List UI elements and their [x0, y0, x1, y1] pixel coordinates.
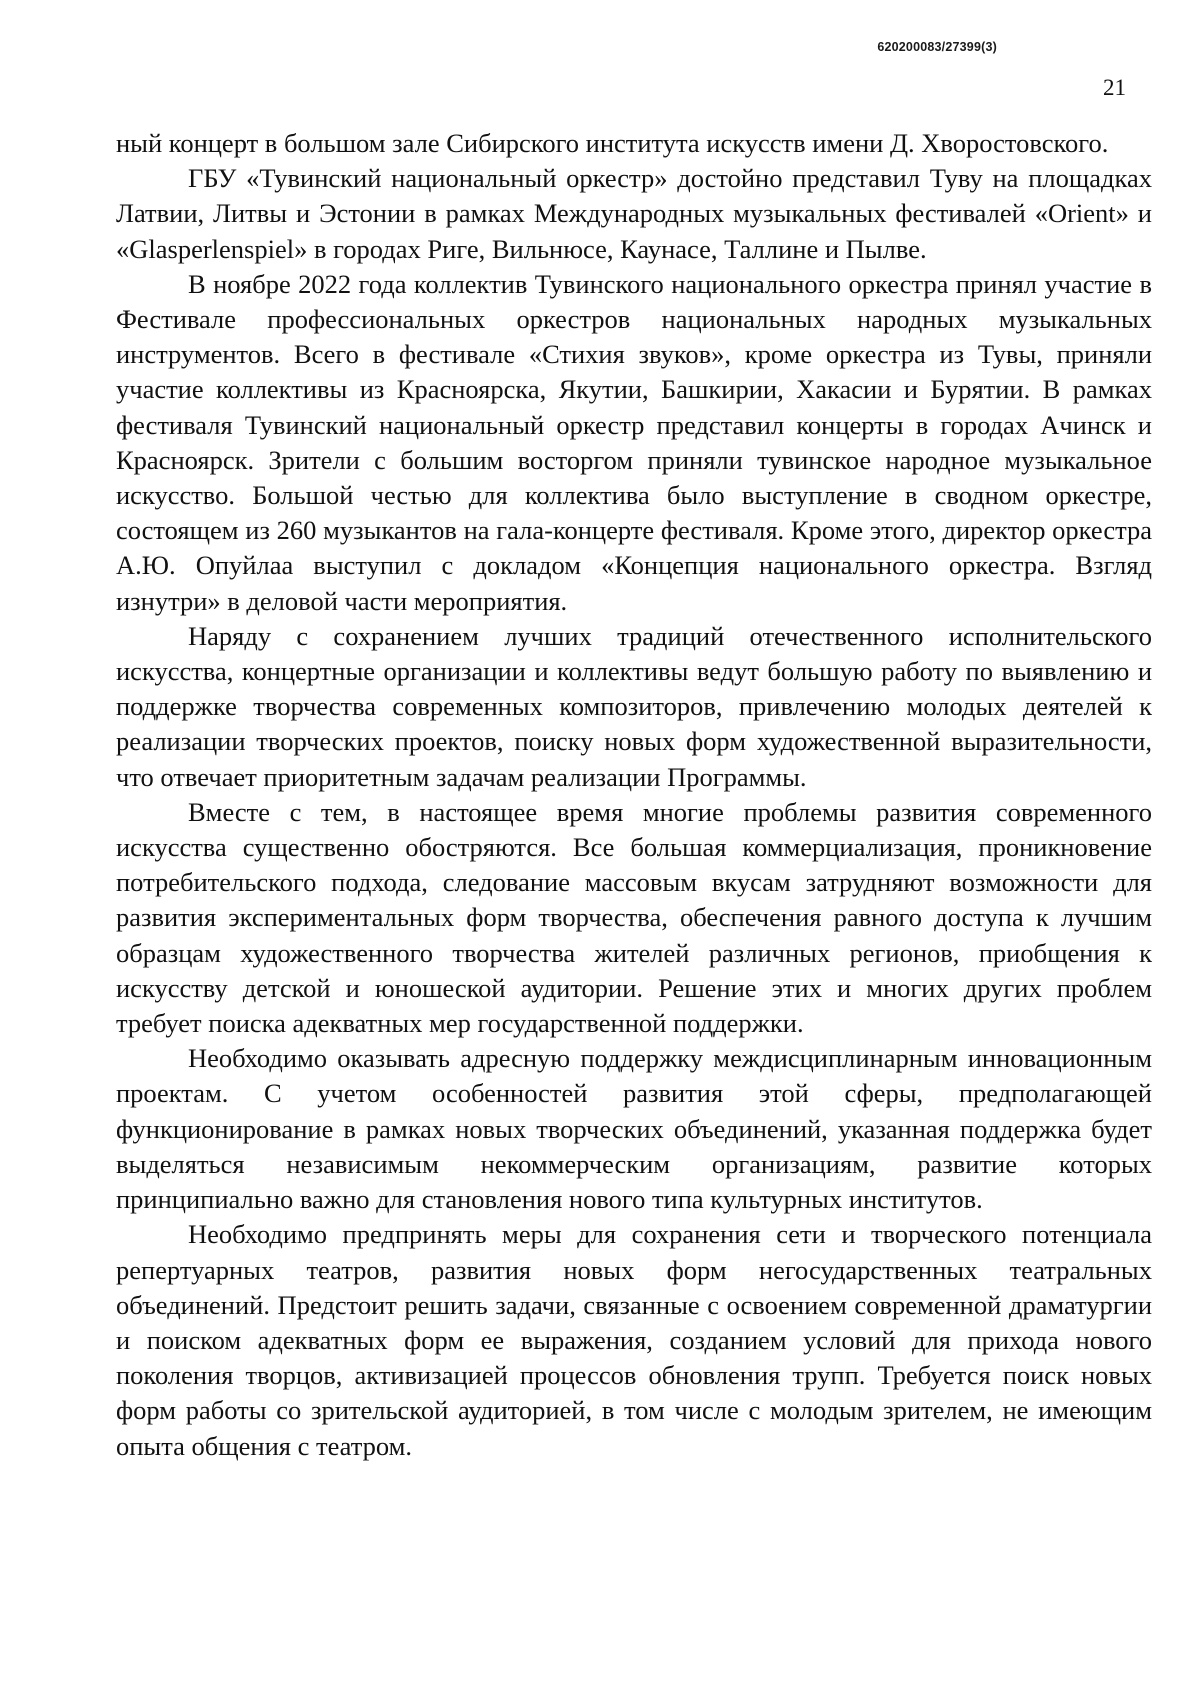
page-number: 21	[1103, 75, 1126, 100]
paragraph-support-projects: Необходимо оказывать адресную поддержку междисциплинарным инновационным проектам. С учетом особенностей развития этой сферы, предполагающей функционирование в рамках новых творческих объединений, указанная поддержка будет выделяться независимым некоммерческим организациям, развитие которых принципиально важно для становления нового типа культурных институтов.	[116, 1043, 1152, 1215]
paragraph-traditions: Наряду с сохранением лучших традиций отечественного исполнительского искусства, концертные организации и коллективы ведут большую работу по выявлению и поддержке творчества современных композиторов, привлечению молодых деятелей к реализации творческих проектов, поиску новых форм художественной выразительности, что отвечает приоритетным задачам реализации Программы.	[116, 620, 1152, 792]
paragraph-continuation: ный концерт в большом зале Сибирского института искусств имени Д. Хворостовского.	[116, 128, 1109, 158]
paragraph-problems: Вместе с тем, в настоящее время многие проблемы развития современного искусства существенно обостряются. Все большая коммерциализация, проникновение потребительского подхода, следование массовым вкусам затрудняют возможности для развития экспериментальных форм творчества, обеспечения равного доступа к лучшим образцам художественного творчества жителей различных регионов, приобщения к искусству детской и юношеской аудитории. Решение этих и многих других проблем требует поиска адекватных мер государственной поддержки.	[116, 796, 1152, 1039]
paragraph-orchestra-baltic-tour: ГБУ «Тувинский национальный оркестр» достойно представил Туву на площадках Латвии, Литвы и Эстонии в рамках Международных музыкальных фестивалей «Orient» и «Glasperlenspiel» в городах Риге, Вильнюсе, Каунасе, Таллине и Пылве.	[116, 163, 1152, 264]
body-text	[116, 126, 1152, 1464]
paragraph-festival-2022: В ноябре 2022 года коллектив Тувинского национального оркестра принял участие в Фестивале профессиональных оркестров национальных народных музыкальных инструментов. Всего в фестивале «Стихия звуков», кроме оркестра из Тувы, приняли участие коллективы из Красноярска, Якутии, Башкирии, Хакасии и Бурятии. В рамках фестиваля Тувинский национальный оркестр представил концерты в городах Ачинск и Красноярск. Зрители с большим восторгом приняли тувинское народное музыкальное искусство. Большой честью для коллектива было выступление в сводном оркестре, состоящем из 260 музыкантов на гала-концерте фестиваля. Кроме этого, директор оркестра А.Ю. Опуйлаа выступил с докладом «Концепция национального оркестра. Взгляд изнутри» в деловой части мероприятия.	[116, 268, 1152, 616]
paragraph-theatres: Необходимо предпринять меры для сохранения сети и творческого потенциала репертуарных театров, развития новых форм негосударственных театральных объединений. Предстоит решить задачи, связанные с освоением современной драматургии и поиском адекватных форм ее выражения, созданием условий для прихода нового поколения творцов, активизацией процессов обновления трупп. Требуется поиск новых форм работы со зрительской аудиторией, в том числе с молодым зрителем, не имеющим опыта общения с театром.	[116, 1219, 1152, 1461]
document-id: 620200083/27399(3)	[877, 40, 997, 54]
